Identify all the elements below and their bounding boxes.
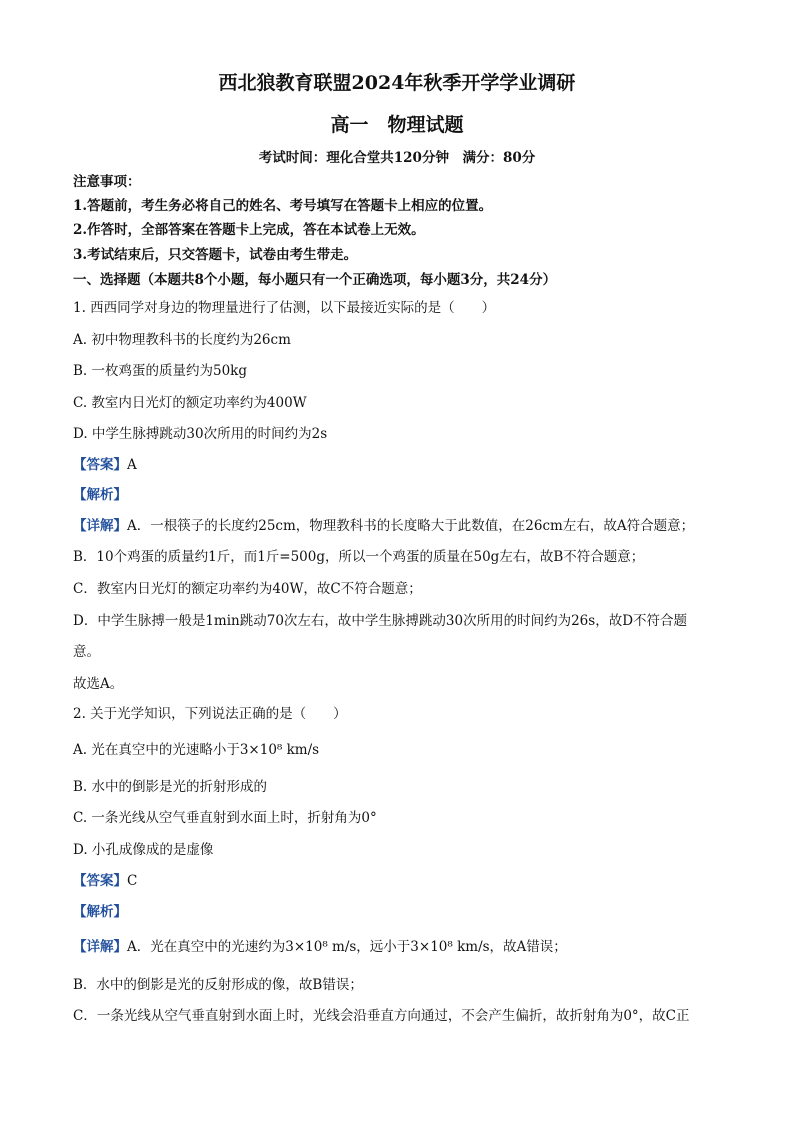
analysis-line bbox=[73, 902, 127, 922]
analysis-line bbox=[73, 485, 127, 505]
detail-text: C．教室内日光灯的额定功率约为40W，故C不符合题意； bbox=[73, 581, 422, 597]
detail-text: A．光在真空中的光速约为3×10⁸ m/s，远小于3×10⁸ km/s，故A错误； bbox=[127, 939, 567, 955]
document-subtitle: 高一 物理试题 bbox=[330, 114, 464, 136]
detail-tag: 【详解】 bbox=[73, 518, 127, 534]
detail-text: C．一条光线从空气垂直射到水面上时，光线会沿垂直方向通过，不会产生偏折，故折射角为0°，故C正 bbox=[73, 1008, 690, 1024]
document-title: 西北狼教育联盟2024年秋季开学学业调研 bbox=[218, 72, 576, 94]
answer-value: C bbox=[127, 873, 138, 889]
detail-text: A．一根筷子的长度约25cm，物理教科书的长度略大于此数值，在26cm左右，故A符合题意； bbox=[127, 518, 695, 534]
detail-text: B．10个鸡蛋的质量约1斤，而1斤=500g，所以一个鸡蛋的质量在50g左右，故B不符合题意； bbox=[73, 549, 645, 565]
option-c: C. 一条光线从空气垂直射到水面上时，折射角为0° bbox=[73, 810, 377, 826]
question-stem: 2. 关于光学知识，下列说法正确的是（ ） bbox=[73, 706, 347, 722]
detail-line bbox=[73, 516, 694, 536]
option-d: D. 中学生脉搏跳动30次所用的时间约为2s bbox=[73, 426, 328, 442]
answer-tag: 【答案】 bbox=[73, 873, 127, 889]
option-a: A. 光在真空中的光速略小于3×10⁸ km/s bbox=[73, 742, 320, 758]
detail-text: B．水中的倒影是光的反射形成的像，故B错误； bbox=[73, 977, 363, 993]
note-item: 2.作答时，全部答案在答题卡上完成，答在本试卷上无效。 bbox=[73, 222, 425, 238]
answer-line bbox=[73, 871, 137, 891]
exam-meta: 考试时间：理化合堂共120分钟 满分：80分 bbox=[258, 150, 536, 166]
detail-tag: 【详解】 bbox=[73, 939, 127, 955]
option-c: C. 教室内日光灯的额定功率约为400W bbox=[73, 395, 307, 411]
note-item: 3.考试结束后，只交答题卡，试卷由考生带走。 bbox=[73, 247, 358, 263]
notes-heading: 注意事项： bbox=[73, 174, 141, 190]
option-b: B. 水中的倒影是光的折射形成的 bbox=[73, 779, 268, 795]
conclusion-text: 故选A。 bbox=[73, 676, 124, 692]
analysis-tag: 【解析】 bbox=[73, 904, 127, 920]
question-stem: 1. 西西同学对身边的物理量进行了估测，以下最接近实际的是（ ） bbox=[73, 300, 496, 316]
answer-tag: 【答案】 bbox=[73, 457, 127, 473]
analysis-tag: 【解析】 bbox=[73, 487, 127, 503]
option-d: D. 小孔成像成的是虚像 bbox=[73, 842, 214, 858]
option-b: B. 一枚鸡蛋的质量约为50kg bbox=[73, 363, 248, 379]
note-item: 1.答题前，考生务必将自己的姓名、考号填写在答题卡上相应的位置。 bbox=[73, 198, 493, 214]
option-a: A. 初中物理教科书的长度约为26cm bbox=[73, 332, 291, 348]
detail-text: 意。 bbox=[73, 644, 100, 660]
detail-line bbox=[73, 937, 567, 957]
answer-value: A bbox=[127, 457, 137, 473]
detail-text: D．中学生脉搏一般是1min跳动70次左右，故中学生脉搏跳动30次所用的时间约为26s，故D不符合题 bbox=[73, 613, 688, 629]
section-heading: 一、选择题（本题共8个小题，每小题只有一个正确选项，每小题3分，共24分） bbox=[73, 272, 557, 288]
answer-line bbox=[73, 455, 137, 475]
